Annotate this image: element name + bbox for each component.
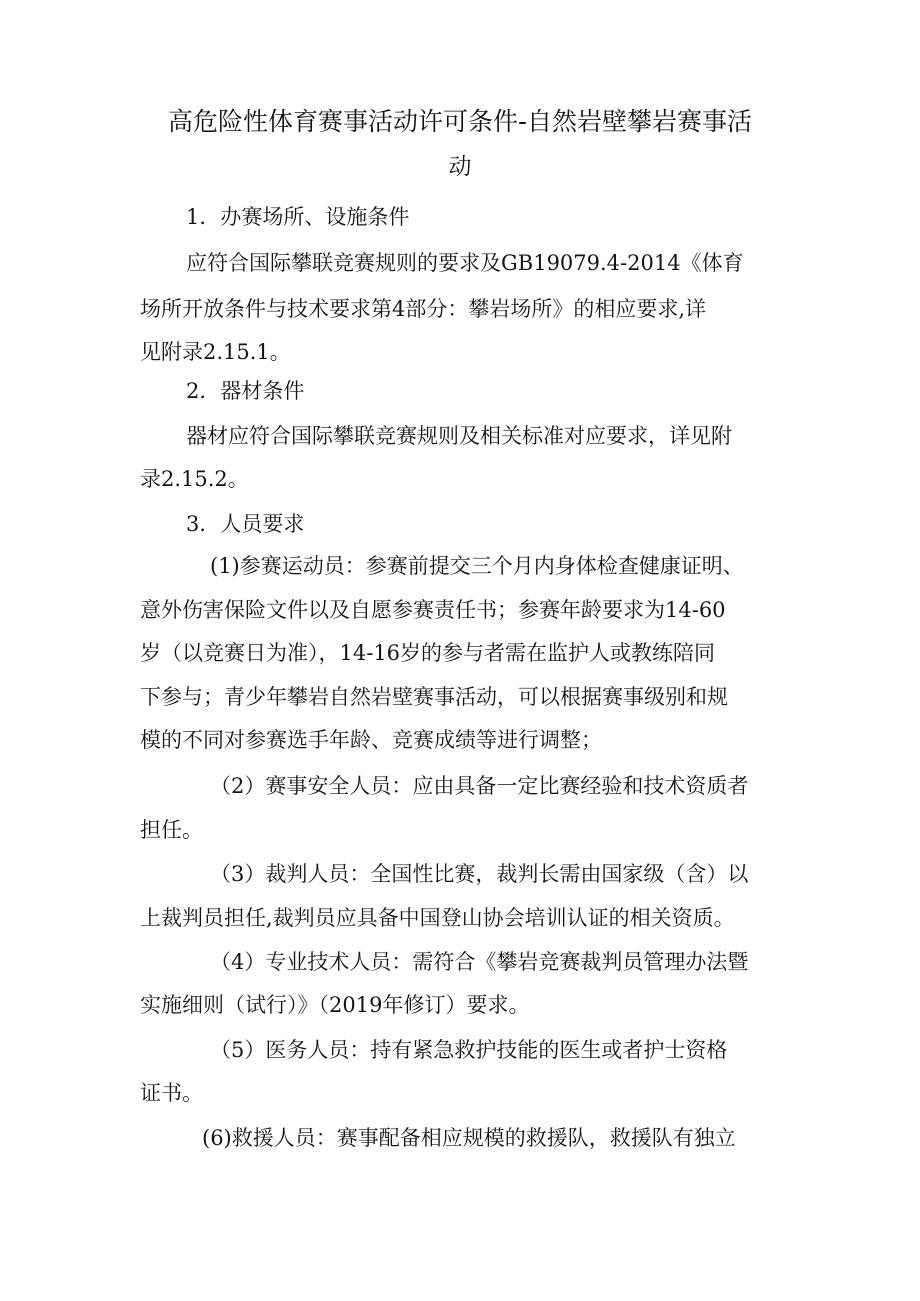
paragraph-line: 实施细则（试行）》（2019年修订）要求。 — [140, 993, 530, 1017]
paragraph-line: 录2.15.2。 — [140, 467, 249, 491]
section-heading-venue: 1．办赛场所、设施条件 — [186, 205, 410, 229]
paragraph-line: 模的不同对参赛选手年龄、竞赛成绩等进行调整； — [140, 728, 602, 752]
paragraph-line: （4）专业技术人员：需符合《攀岩竞赛裁判员管理办法暨 — [210, 950, 749, 974]
paragraph-line: （3）裁判人员：全国性比赛，裁判长需由国家级（含）以 — [210, 862, 749, 886]
section-heading-personnel: 3．人员要求 — [186, 512, 305, 536]
paragraph-line: （2）赛事安全人员：应由具备一定比赛经验和技术资质者 — [210, 774, 749, 798]
document-title-continued: 动 — [448, 154, 472, 180]
paragraph-line: 岁（以竞赛日为准），14-16岁的参与者需在监护人或教练陪同 — [140, 641, 716, 665]
paragraph-line: 上裁判员担任,裁判员应具备中国登山协会培训认证的相关资质。 — [140, 906, 735, 930]
paragraph-line: 担任。 — [140, 818, 203, 842]
paragraph-line: 意外伤害保险文件以及自愿参赛责任书；参赛年龄要求为14-60 — [140, 598, 726, 622]
paragraph-line: (1)参赛运动员：参赛前提交三个月内身体检查健康证明、 — [210, 554, 744, 578]
paragraph-line: 场所开放条件与技术要求第4部分：攀岩场所》的相应要求,详 — [140, 297, 707, 321]
paragraph-line: 器材应符合国际攀联竞赛规则及相关标准对应要求，详见附 — [186, 424, 732, 448]
paragraph-line: 证书。 — [140, 1081, 203, 1105]
paragraph-line: 见附录2.15.1。 — [140, 340, 291, 364]
section-heading-equipment: 2．器材条件 — [186, 379, 305, 403]
paragraph-line: 应符合国际攀联竞赛规则的要求及GB19079.4-2014《体育 — [186, 251, 744, 275]
paragraph-line: 下参与；青少年攀岩自然岩壁赛事活动，可以根据赛事级别和规 — [140, 685, 728, 709]
paragraph-line: (6)救援人员：赛事配备相应规模的救援队，救援队有独立 — [202, 1126, 736, 1150]
document-title: 高危险性体育赛事活动许可条件-自然岩壁攀岩赛事活 — [167, 107, 753, 136]
paragraph-line: （5）医务人员：持有紧急救护技能的医生或者护士资格 — [210, 1038, 728, 1062]
